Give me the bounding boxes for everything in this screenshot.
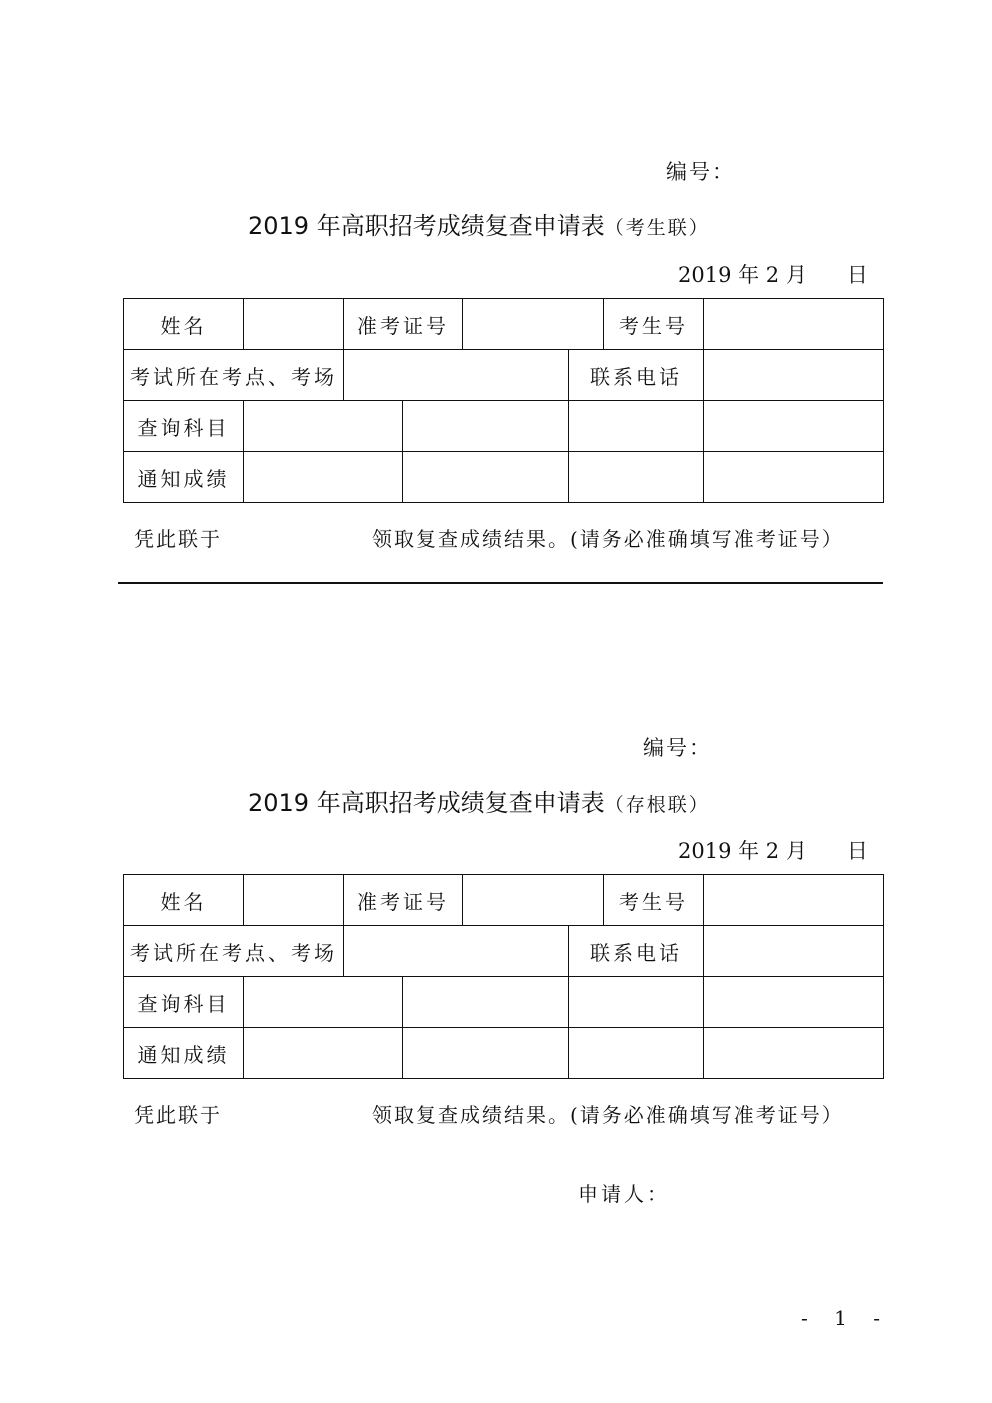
pickup-note-end: 领取复查成绩结果。(请务必准确填写准考证号） — [372, 1103, 844, 1127]
date-day: 日 — [846, 263, 868, 287]
ticket-number-label: 准考证号 — [344, 875, 463, 926]
table-row — [124, 452, 884, 503]
phone-label: 联系电话 — [569, 926, 704, 977]
subject-label: 查询科目 — [124, 401, 244, 452]
exam-venue-field[interactable] — [344, 350, 569, 401]
ticket-number-field[interactable] — [463, 299, 604, 350]
name-label: 姓名 — [124, 299, 244, 350]
score-field-3[interactable] — [569, 1028, 704, 1079]
ticket-number-label: 准考证号 — [344, 299, 463, 350]
student-number-label: 考生号 — [604, 875, 704, 926]
form-title — [248, 206, 710, 241]
phone-label: 联系电话 — [569, 350, 704, 401]
score-field-3[interactable] — [569, 452, 704, 503]
pickup-note — [134, 1099, 844, 1128]
table-row — [124, 401, 884, 452]
application-table — [123, 298, 884, 503]
form-title-suffix: （考生联） — [604, 217, 710, 239]
date-day: 日 — [846, 839, 868, 863]
form-date — [678, 835, 868, 865]
phone-field[interactable] — [704, 926, 884, 977]
table-row — [124, 977, 884, 1028]
student-number-field[interactable] — [704, 875, 884, 926]
student-number-label: 考生号 — [604, 299, 704, 350]
score-field-4[interactable] — [704, 452, 884, 503]
score-field-2[interactable] — [403, 1028, 569, 1079]
form-title-text: 2019 年高职招考成绩复查申请表 — [248, 789, 605, 817]
date-year-month: 2019 年 2 月 — [678, 263, 807, 287]
subject-field-2[interactable] — [403, 401, 569, 452]
ticket-number-field[interactable] — [463, 875, 604, 926]
form-date — [678, 259, 868, 289]
pickup-note-start: 凭此联于 — [134, 1103, 222, 1127]
subject-field-4[interactable] — [704, 977, 884, 1028]
pickup-note — [134, 523, 844, 552]
cut-line-divider — [118, 582, 883, 584]
table-row — [124, 875, 884, 926]
score-label: 通知成绩 — [124, 452, 244, 503]
subject-field-1[interactable] — [244, 401, 403, 452]
form-title — [248, 783, 710, 818]
score-field-4[interactable] — [704, 1028, 884, 1079]
student-number-field[interactable] — [704, 299, 884, 350]
name-field[interactable] — [244, 875, 344, 926]
exam-venue-label: 考试所在考点、考场 — [124, 350, 344, 401]
subject-field-3[interactable] — [569, 977, 704, 1028]
subject-label: 查询科目 — [124, 977, 244, 1028]
name-label: 姓名 — [124, 875, 244, 926]
phone-field[interactable] — [704, 350, 884, 401]
score-label: 通知成绩 — [124, 1028, 244, 1079]
name-field[interactable] — [244, 299, 344, 350]
subject-field-1[interactable] — [244, 977, 403, 1028]
applicant-label: 申请人： — [578, 1182, 670, 1206]
pickup-note-start: 凭此联于 — [134, 527, 222, 551]
pickup-note-end: 领取复查成绩结果。(请务必准确填写准考证号） — [372, 527, 844, 551]
page-number: - 1 - — [801, 1306, 890, 1330]
form-title-text: 2019 年高职招考成绩复查申请表 — [248, 212, 605, 240]
subject-field-2[interactable] — [403, 977, 569, 1028]
exam-venue-label: 考试所在考点、考场 — [124, 926, 344, 977]
score-field-1[interactable] — [244, 452, 403, 503]
table-row — [124, 299, 884, 350]
score-field-1[interactable] — [244, 1028, 403, 1079]
table-row — [124, 926, 884, 977]
table-row — [124, 1028, 884, 1079]
serial-number-label: 编号： — [643, 736, 712, 760]
application-table — [123, 874, 884, 1079]
table-row — [124, 350, 884, 401]
date-year-month: 2019 年 2 月 — [678, 839, 807, 863]
exam-venue-field[interactable] — [344, 926, 569, 977]
subject-field-3[interactable] — [569, 401, 704, 452]
form-title-suffix: （存根联） — [604, 794, 710, 816]
score-field-2[interactable] — [403, 452, 569, 503]
subject-field-4[interactable] — [704, 401, 884, 452]
serial-number-label: 编号： — [666, 160, 735, 184]
